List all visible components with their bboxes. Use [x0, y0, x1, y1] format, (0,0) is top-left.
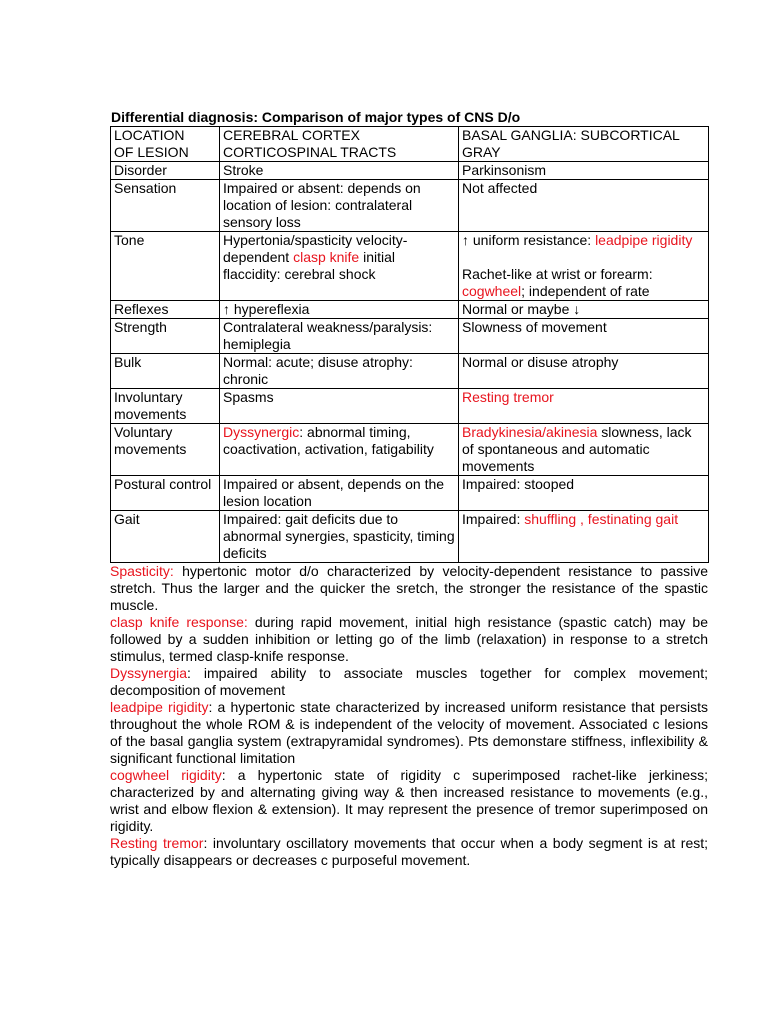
header-location-line2: OF LESION [114, 144, 189, 160]
ganglia-cell: Normal or maybe ↓ [459, 301, 709, 319]
cortex-cell: ↑ hypereflexia [220, 301, 459, 319]
ganglia-text: Impaired: [462, 511, 525, 527]
cortex-cell [220, 232, 459, 301]
row-label: Sensation [111, 180, 220, 232]
row-label: Strength [111, 319, 220, 354]
cortex-text: Hypertonia/spasticity velocity-dependent [223, 232, 408, 265]
ganglia-text: Rachet-like at wrist or forearm: [462, 266, 653, 282]
table-row-voluntary [111, 424, 709, 476]
table-row-sensation [111, 180, 709, 232]
table-row-postural [111, 476, 709, 511]
row-label: Tone [111, 232, 220, 301]
definition-term: clasp knife response: [110, 614, 248, 630]
cortex-cell: Impaired or absent: depends on location of lesion: contralateral sensory loss [220, 180, 459, 232]
table-row-involuntary [111, 389, 709, 424]
definition-text: : a hypertonic state of rigidity c superimposed rachet-like jerkiness; characterized by and alternating giving way & then increased resistance to movements (e.g., wrist and elbow flexion & extension). It may represent the presence of tremor superimposed on rigidity. [110, 767, 709, 834]
definition-cogwheel [110, 767, 708, 835]
definition-dyssynergia [110, 665, 708, 699]
definitions-section [110, 563, 708, 869]
definition-clasp-knife [110, 614, 708, 665]
row-label: Involuntary movements [111, 389, 220, 424]
highlighted-term: clasp knife [293, 249, 360, 265]
ganglia-cell [459, 424, 709, 476]
header-cortex-cell [220, 127, 459, 162]
ganglia-text: ; independent of rate [521, 283, 650, 299]
row-label: Bulk [111, 354, 220, 389]
document-title: Differential diagnosis: Comparison of major types of CNS D/o [111, 109, 521, 125]
header-cortex-line1: CEREBRAL CORTEX [223, 127, 360, 143]
definition-leadpipe [110, 699, 708, 767]
definition-term: Dyssynergia [110, 665, 188, 681]
ganglia-text: slowness, lack of spontaneous and automatic movements [462, 424, 692, 474]
ganglia-cell [459, 389, 709, 424]
definition-text: hypertonic motor d/o characterized by velocity-dependent resistance to passive stretch. Thus the larger and the quicker the sretch, the stronger the resistance of the spastic muscle. [110, 563, 708, 613]
header-ganglia-line2: GRAY [462, 144, 501, 160]
highlighted-term: Bradykinesia/akinesia [462, 424, 598, 440]
header-location-cell [111, 127, 220, 162]
ganglia-cell: Slowness of movement [459, 319, 709, 354]
cortex-cell: Spasms [220, 389, 459, 424]
highlighted-term: Dyssynergic [223, 424, 300, 440]
table-row-tone [111, 232, 709, 301]
row-label: Disorder [111, 162, 220, 180]
definition-text: : a hypertonic state characterized by increased uniform resistance that persists throughout the whole ROM & is independent of the velocity of movement. Associated c lesions of the basal ganglia system (extrapyramidal syndromes). Pts demonstare stiffness, inflexibility & significant functional limitation [110, 699, 708, 766]
ganglia-cell: Parkinsonism [459, 162, 709, 180]
comparison-table [110, 126, 709, 563]
row-label: Reflexes [111, 301, 220, 319]
document-page [110, 109, 708, 869]
definition-text: during rapid movement, initial high resistance (spastic catch) may be followed by a sudden inhibition or letting go of the limb (relaxation) in response to a stretch stimulus, termed clasp-knife response. [110, 614, 708, 664]
ganglia-cell: Impaired: stooped [459, 476, 709, 511]
definition-resting-tremor [110, 835, 708, 869]
ganglia-cell [459, 511, 709, 563]
definition-term: leadpipe rigidity [110, 699, 209, 715]
cortex-cell: Stroke [220, 162, 459, 180]
table-row-reflexes [111, 301, 709, 319]
header-location-line1: LOCATION [114, 127, 185, 143]
table-row-gait [111, 511, 709, 563]
cortex-cell [220, 424, 459, 476]
paragraph-gap [462, 249, 705, 266]
highlighted-term: Resting tremor [462, 389, 554, 405]
table-row-bulk [111, 354, 709, 389]
header-cortex-line2: CORTICOSPINAL TRACTS [223, 144, 397, 160]
ganglia-text: ↑ uniform resistance: [462, 232, 596, 248]
definition-spasticity [110, 563, 708, 614]
row-label: Voluntary movements [111, 424, 220, 476]
definition-text: : involuntary oscillatory movements that occur when a body segment is at rest; typically disappears or decreases c purposeful movement. [110, 835, 709, 868]
highlighted-term: cogwheel [462, 283, 522, 299]
cortex-cell: Impaired: gait deficits due to abnormal synergies, spasticity, timing deficits [220, 511, 459, 563]
cortex-cell: Impaired or absent, depends on the lesion location [220, 476, 459, 511]
row-label: Postural control [111, 476, 220, 511]
table-row-strength [111, 319, 709, 354]
table-header-row [111, 127, 709, 162]
highlighted-term: shuffling , festinating gait [524, 511, 679, 527]
row-label: Gait [111, 511, 220, 563]
table-row-disorder [111, 162, 709, 180]
cortex-text: initial flaccidity: cerebral shock [223, 249, 396, 282]
cortex-cell: Normal: acute; disuse atrophy: chronic [220, 354, 459, 389]
definition-term: cogwheel rigidity [110, 767, 222, 783]
header-ganglia-cell [459, 127, 709, 162]
ganglia-cell [459, 232, 709, 301]
definition-term: Spasticity: [110, 563, 174, 579]
cortex-cell: Contralateral weakness/paralysis: hemiplegia [220, 319, 459, 354]
cortex-text: : abnormal timing, coactivation, activation, fatigability [223, 424, 434, 457]
definition-text: : impaired ability to associate muscles together for complex movement; decomposition of movement [110, 665, 708, 698]
ganglia-cell: Not affected [459, 180, 709, 232]
highlighted-term: leadpipe rigidity [595, 232, 693, 248]
definition-term: Resting tremor [110, 835, 204, 851]
header-ganglia-line1: BASAL GANGLIA: SUBCORTICAL [462, 127, 680, 143]
ganglia-cell: Normal or disuse atrophy [459, 354, 709, 389]
